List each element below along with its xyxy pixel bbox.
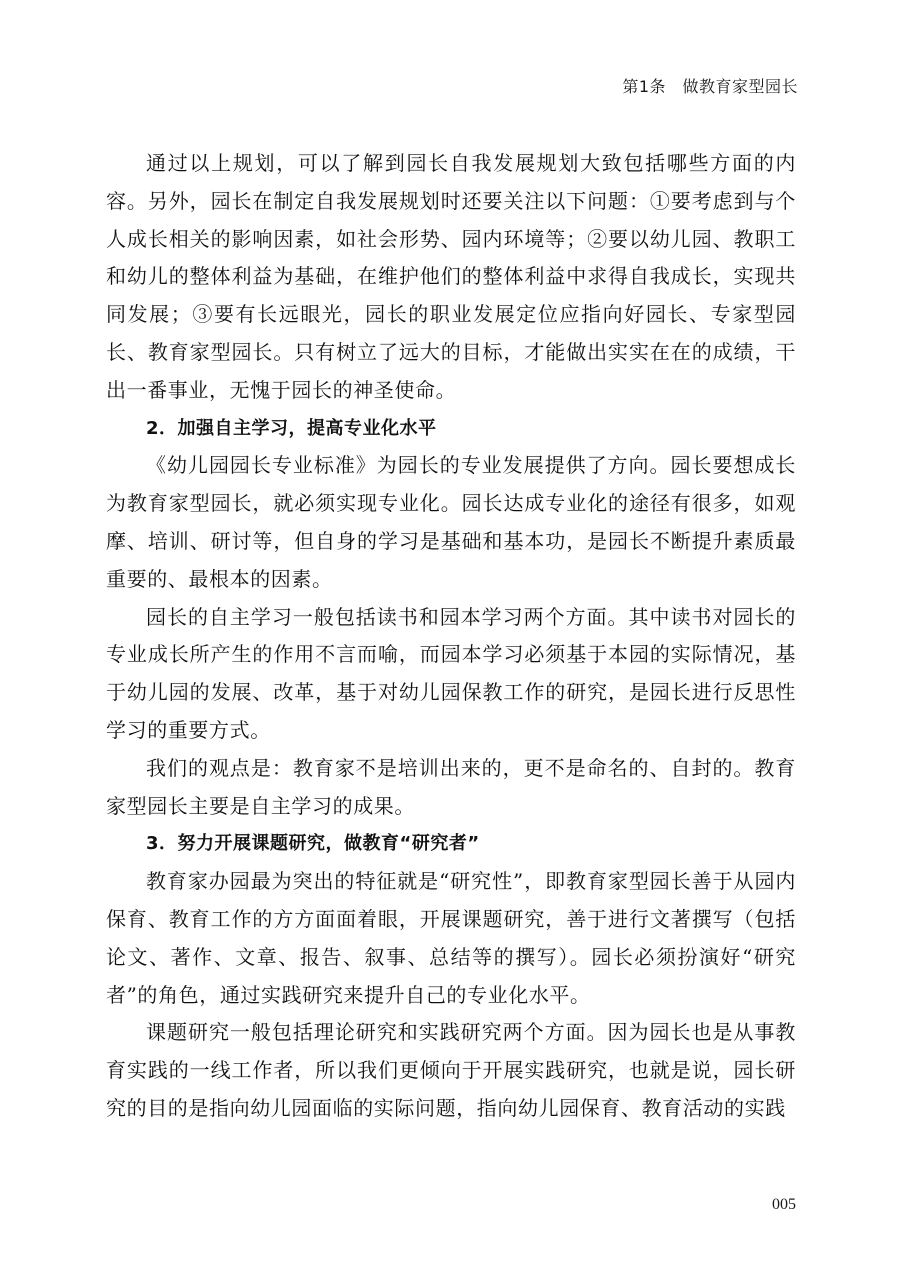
section-heading: 2．加强自主学习，提高专业化水平 bbox=[146, 417, 437, 439]
paragraph: 园长的自主学习一般包括读书和园本学习两个方面。其中读书对园长的专业成长所产生的作用不言而喻，而园本学习必须基于本园的实际情况，基于幼儿园的发展、改革，基于对幼儿园保教工作的研究，是园长进行反思性学习的重要方式。 bbox=[106, 604, 796, 742]
page-number: 005 bbox=[772, 1196, 796, 1213]
paragraph: 《幼儿园园长专业标准》为园长的专业发展提供了方向。园长要想成长为教育家型园长，就必须实现专业化。园长达成专业化的途径有很多，如观摩、培训、研讨等，但自身的学习是基础和基本功，是园长不断提升素质最重要的、最根本的因素。 bbox=[106, 453, 796, 591]
paragraph: 我们的观点是：教育家不是培训出来的，更不是命名的、自封的。教育家型园长主要是自主学习的成果。 bbox=[106, 755, 796, 818]
paragraph: 教育家办园最为突出的特征就是“研究性”，即教育家型园长善于从园内保育、教育工作的方方面面着眼，开展课题研究，善于进行文著撰写（包括论文、著作、文章、报告、叙事、总结等的撰写）。园长必须扮演好“研究者”的角色，通过实践研究来提升自己的专业化水平。 bbox=[106, 869, 796, 1007]
section-heading: 3．努力开展课题研究，做教育“研究者” bbox=[146, 833, 480, 855]
paragraph: 通过以上规划，可以了解到园长自我发展规划大致包括哪些方面的内容。另外，园长在制定自我发展规划时还要关注以下问题：①要考虑到与个人成长相关的影响因素，如社会形势、园内环境等；②要以幼儿园、教职工和幼儿的整体利益为基础，在维护他们的整体利益中求得自我成长，实现共同发展；③要有长远眼光，园长的职业发展定位应指向好园长、专家型园长、教育家型园长。只有树立了远大的目标，才能做出实实在在的成绩，干出一番事业，无愧于园长的神圣使命。 bbox=[106, 151, 796, 402]
paragraph: 课题研究一般包括理论研究和实践研究两个方面。因为园长也是从事教育实践的一线工作者，所以我们更倾向于开展实践研究，也就是说，园长研究的目的是指向幼儿园面临的实际问题，指向幼儿园保育、教育活动的实践 bbox=[106, 1020, 796, 1120]
running-header: 第1条 做教育家型园长 bbox=[622, 77, 798, 96]
body-text bbox=[106, 145, 796, 1128]
